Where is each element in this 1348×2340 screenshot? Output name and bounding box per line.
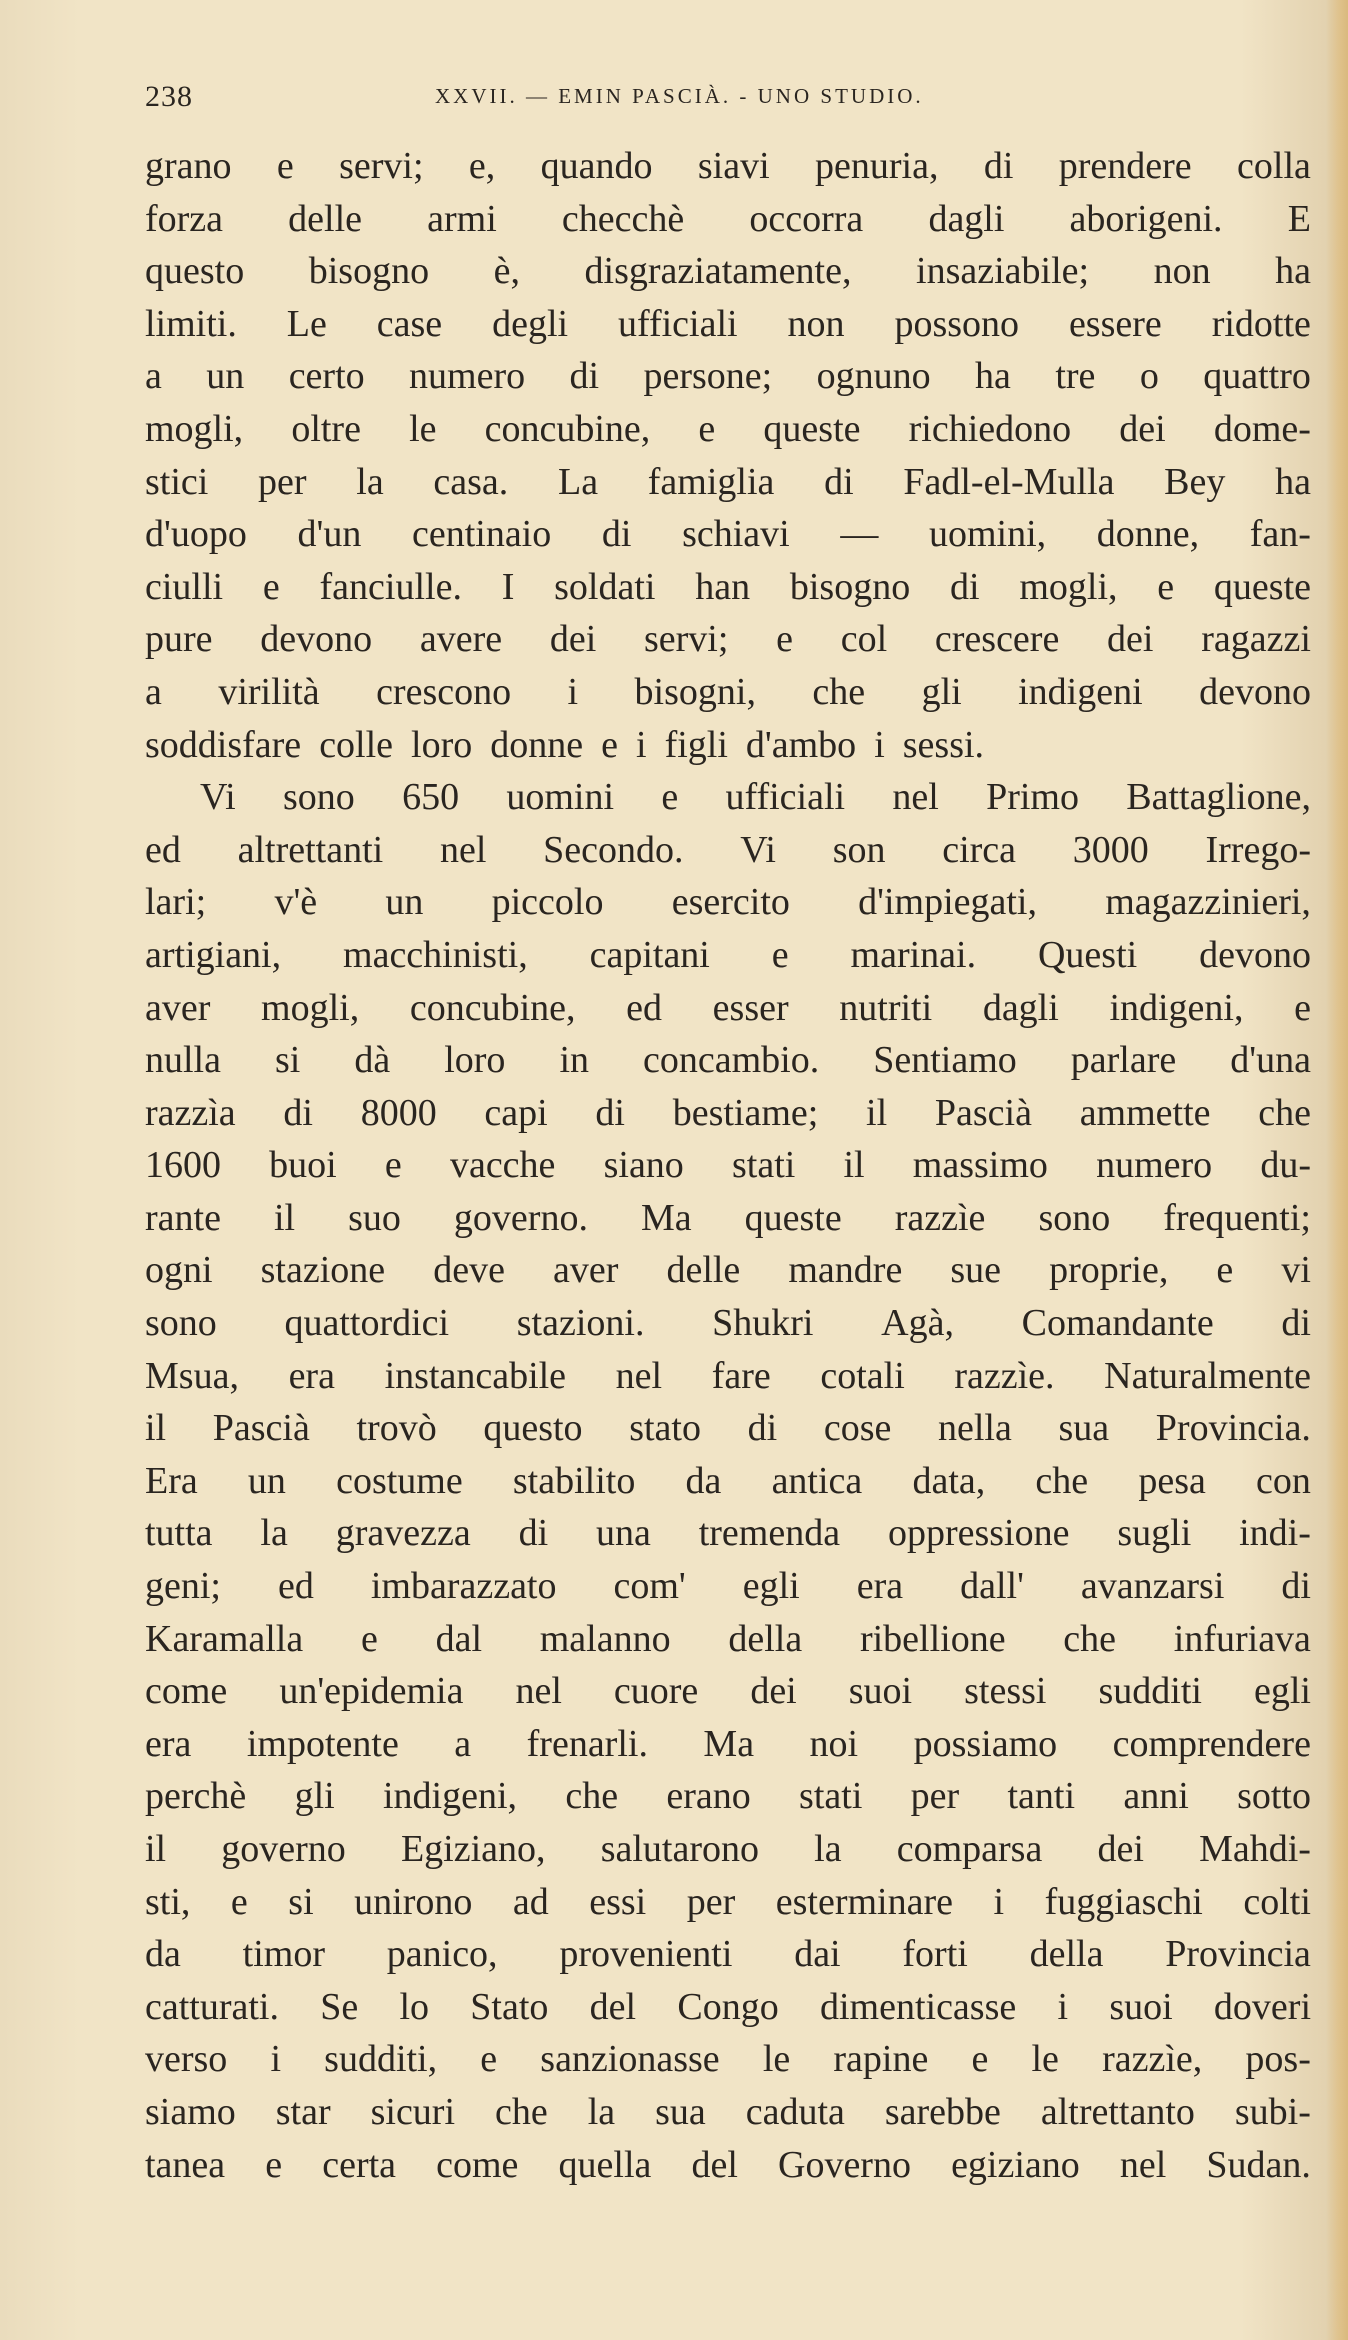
text-line: come un'epidemia nel cuore dei suoi stessi sudditi egli: [145, 1670, 1311, 1713]
text-line: a virilità crescono i bisogni, che gli indigeni devono: [145, 670, 1311, 713]
text-line: questo bisogno è, disgraziatamente, insaziabile; non ha: [145, 250, 1311, 293]
text-line: grano e servi; e, quando siavi penuria, di prendere colla: [145, 145, 1311, 187]
text-line: rante il suo governo. Ma queste razzìe sono frequenti;: [145, 1196, 1311, 1239]
text-line: d'uopo d'un centinaio di schiavi — uomini, donne, fan-: [145, 513, 1311, 556]
text-line: verso i sudditi, e sanzionasse le rapine e le razzìe, pos-: [145, 2038, 1311, 2081]
text-line: era impotente a frenarli. Ma noi possiamo comprendere: [145, 1722, 1311, 1765]
page-number: 238: [145, 80, 193, 113]
text-line: ogni stazione deve aver delle mandre sue proprie, e vi: [145, 1249, 1311, 1292]
text-line: ed altrettanti nel Secondo. Vi son circa 3000 Irrego-: [145, 828, 1311, 871]
text-line: Era un costume stabilito da antica data, che pesa con: [145, 1459, 1311, 1502]
text-line: Vi sono 650 uomini e ufficiali nel Primo Battaglione,: [200, 776, 1311, 819]
text-line: siamo star sicuri che la sua caduta sarebbe altrettanto subi-: [145, 2090, 1311, 2133]
text-line: da timor panico, provenienti dai forti della Provincia: [145, 1933, 1311, 1976]
text-line: tanea e certa come quella del Governo egiziano nel Sudan.: [145, 2143, 1311, 2186]
text-line: ciulli e fanciulle. I soldati han bisogno di mogli, e queste: [145, 565, 1311, 608]
text-line: sti, e si unirono ad essi per esterminare i fuggiaschi colti: [145, 1880, 1311, 1923]
text-line: geni; ed imbarazzato com' egli era dall' avanzarsi di: [145, 1565, 1311, 1608]
text-line: catturati. Se lo Stato del Congo dimenticasse i suoi doveri: [145, 1985, 1311, 2028]
running-head: XXVII. — EMIN PASCIÀ. - UNO STUDIO.: [435, 84, 924, 108]
text-line: stici per la casa. La famiglia di Fadl-el-Mulla Bey ha: [145, 460, 1311, 503]
paragraph: [145, 771, 1311, 2191]
text-line: limiti. Le case degli ufficiali non possono essere ridotte: [145, 302, 1311, 345]
text-line: razzìa di 8000 capi di bestiame; il Pascià ammette che: [145, 1091, 1311, 1134]
text-line: a un certo numero di persone; ognuno ha tre o quattro: [145, 355, 1311, 398]
page-edge-shadow: [1326, 0, 1348, 2340]
text-line: nulla si dà loro in concambio. Sentiamo parlare d'una: [145, 1039, 1311, 1082]
page-header: [145, 80, 1335, 120]
text-line: il Pascià trovò questo stato di cose nella sua Provincia.: [145, 1407, 1311, 1450]
text-line: il governo Egiziano, salutarono la comparsa dei Mahdi-: [145, 1828, 1311, 1870]
text-line: pure devono avere dei servi; e col crescere dei ragazzi: [145, 618, 1311, 661]
text-line: lari; v'è un piccolo esercito d'impiegati, magazzinieri,: [145, 881, 1311, 924]
text-line: perchè gli indigeni, che erano stati per tanti anni sotto: [145, 1775, 1311, 1818]
text-line: 1600 buoi e vacche siano stati il massimo numero du-: [145, 1144, 1311, 1187]
text-line: forza delle armi checchè occorra dagli aborigeni. E: [145, 197, 1311, 240]
text-line: Msua, era instancabile nel fare cotali razzìe. Naturalmente: [145, 1354, 1311, 1397]
text-line: soddisfare colle loro donne e i figli d'ambo i sessi.: [145, 723, 985, 766]
text-line: aver mogli, concubine, ed esser nutriti dagli indigeni, e: [145, 986, 1311, 1029]
body-text: [145, 140, 1311, 2191]
text-line: sono quattordici stazioni. Shukri Agà, Comandante di: [145, 1302, 1311, 1345]
text-line: artigiani, macchinisti, capitani e marinai. Questi devono: [145, 933, 1311, 976]
paragraph: [145, 140, 1311, 771]
text-line: Karamalla e dal malanno della ribellione che infuriava: [145, 1617, 1311, 1660]
text-line: mogli, oltre le concubine, e queste richiedono dei dome-: [145, 407, 1311, 450]
text-line: tutta la gravezza di una tremenda oppressione sugli indi-: [145, 1512, 1311, 1555]
